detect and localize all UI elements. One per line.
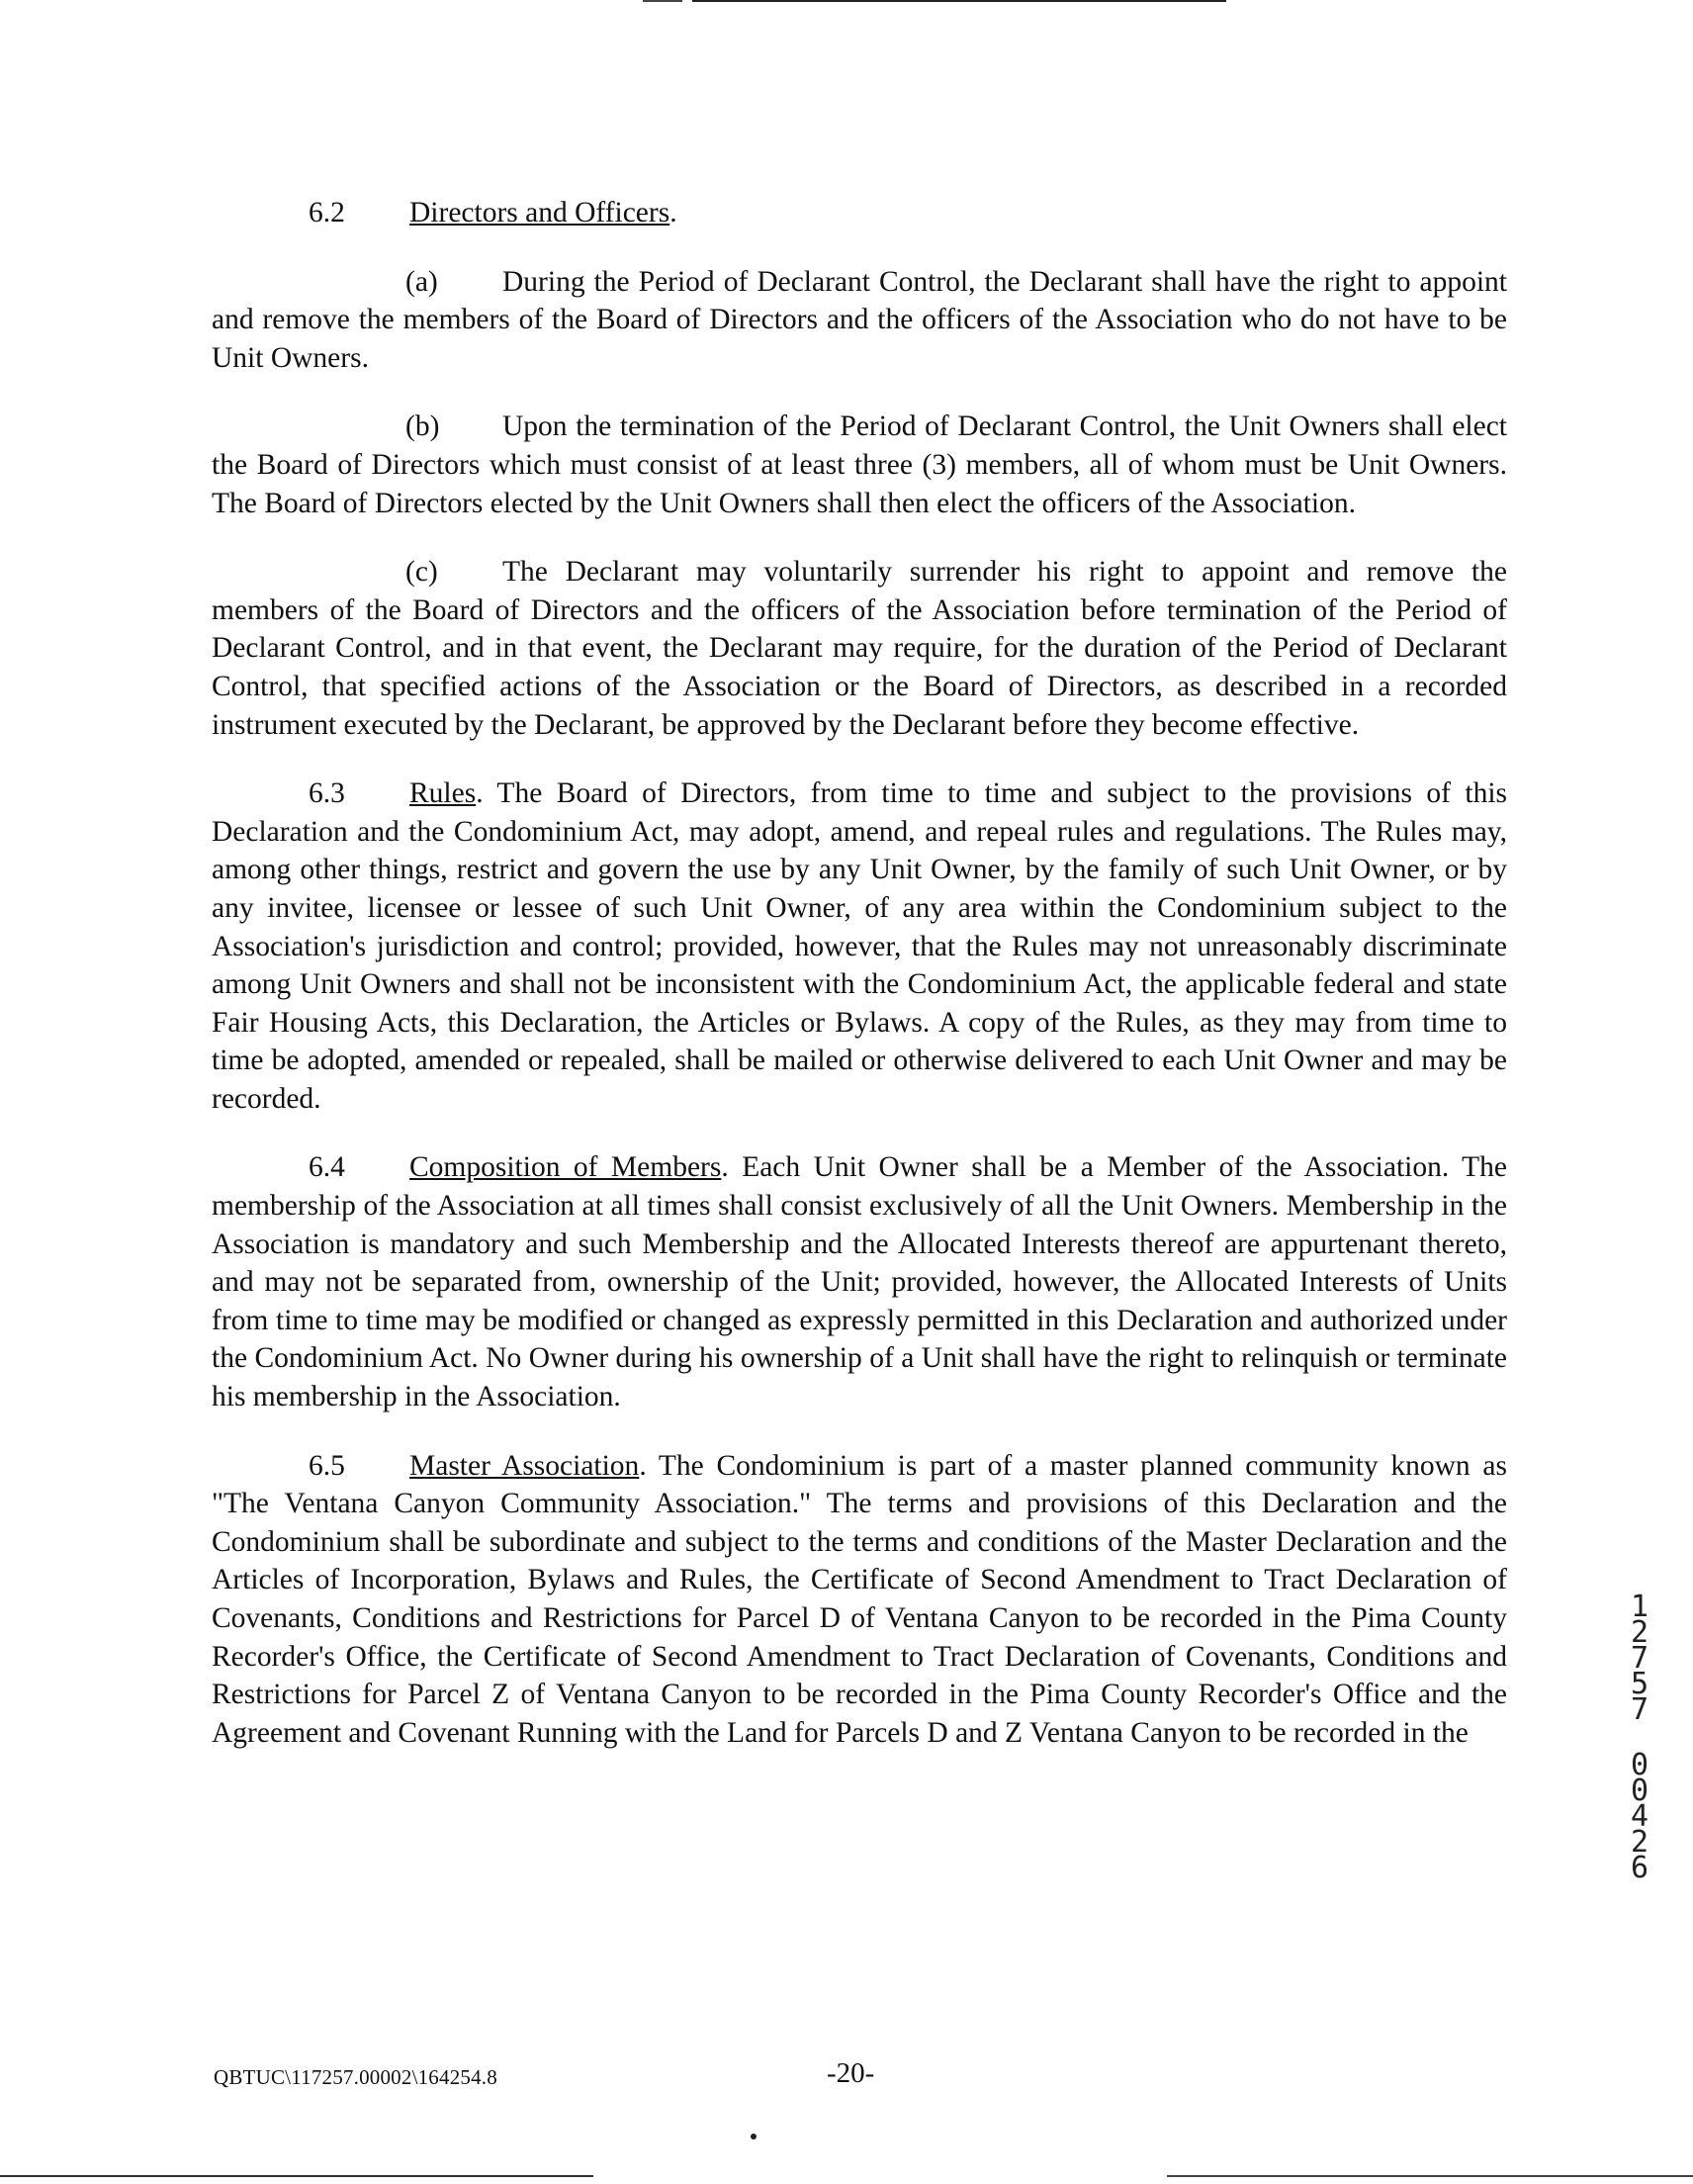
section-6-2-c [212,553,1507,744]
section-6-2-a [212,263,1507,378]
section-text: . The Board of Directors, from time to time and subject to the provisions of this Declaration and the Condominium Act, may adopt, amend, and repeal rules and regulations. The Rules may, among other things, restrict and govern the use by any Unit Owner, by the family of such Unit Owner, or by any invitee, licensee or lessee of such Unit Owner, of any area within the Condominium subject to the Association's jurisdiction and control; provided, however, that the Rules may not unreasonably discriminate among Unit Owners and shall not be inconsistent with the Condominium Act, the applicable federal and state Fair Housing Acts, this Declaration, the Articles or Bylaws. A copy of the Rules, as they may from time to time be adopted, amended or repealed, shall be mailed or otherwise delivered to each Unit Owner and may be recorded. [212,777,1507,1115]
section-number: 6.3 [309,777,345,810]
section-text: . The Condominium is part of a master planned community known as "The Ventana Canyon Community Association." The terms and provisions of this Declaration and the Condominium shall be subordinate and subject to the terms and conditions of the Master Declaration and the Articles of Incorporation, Bylaws and Rules, the Certificate of Second Amendment to Tract Declaration of Covenants, Conditions and Restrictions for Parcel D of Ventana Canyon to be recorded in the Pima County Recorder's Office, the Certificate of Second Amendment to Tract Declaration of Covenants, Conditions and Restrictions for Parcel Z of Ventana Canyon to be recorded in the Pima County Recorder's Office and the Agreement and Covenant Running with the Land for Parcels D and Z Ventana Canyon to be recorded in the [212,1449,1507,1749]
item-label: (c) [405,556,438,589]
item-text: Upon the termination of the Period of Declarant Control, the Unit Owners shall elect the Board of Directors which must consist of at least three (3) members, all of whom must be Unit Owners. The Board of Directors elected by the Unit Owners shall then elect the officers of the Association. [212,410,1507,519]
item-label: (a) [405,265,438,298]
document-body [212,194,1507,1782]
page-number: -20- [827,2057,875,2089]
item-text: The Declarant may voluntarily surrender his right to appoint and remove the members of the Board of Directors and the officers of the Association before termination of the Period of Declarant Control, and in that event, the Declarant may require, for the duration of the Period of Declarant Control, that specified actions of the Association or the Board of Directors, as described in a recorded instrument executed by the Declarant, be approved by the Declarant before they become effective. [212,556,1507,741]
bottom-scan-rule-right [1167,2175,1693,2177]
section-title-punct: . [669,197,677,228]
recorder-stamp [1626,1590,1653,1885]
section-title: Rules [409,777,477,810]
section-title: Master Association [409,1449,640,1482]
stamp-docket: 1 2 7 5 7 [1630,1590,1649,1727]
section-6-2-heading [212,194,1507,232]
bottom-scan-rule [0,2175,593,2177]
section-6-3 [212,774,1507,1118]
scan-dot [751,2134,757,2139]
section-6-4 [212,1148,1507,1415]
section-6-5 [212,1447,1507,1753]
section-title: Directors and Officers [409,197,670,228]
top-scan-rule [692,0,1226,2]
section-number: 6.5 [309,1449,345,1482]
section-6-2-b [212,408,1507,522]
section-number: 6.4 [309,1151,345,1184]
stamp-page: 0 0 4 2 6 [1630,1748,1649,1885]
section-number: 6.2 [309,197,345,228]
top-scan-mark [643,0,682,2]
item-text: During the Period of Declarant Control, the Declarant shall have the right to appoint and remove the members of the Board of Directors and the officers of the Association who do not have to be Unit Owners. [212,265,1507,374]
section-title: Composition of Members [409,1151,722,1184]
section-text: . Each Unit Owner shall be a Member of the Association. The membership of the Association at all times shall consist exclusively of all the Unit Owners. Membership in the Association is mandatory and such Membership and the Allocated Interests thereof are appurtenant thereto, and may not be separated from, ownership of the Unit; provided, however, the Allocated Interests of Units from time to time may be modified or changed as expressly permitted in this Declaration and authorized under the Condominium Act. No Owner during his ownership of a Unit shall have the right to relinquish or terminate his membership in the Association. [212,1151,1508,1413]
item-label: (b) [405,410,440,443]
footer-document-id: QBTUC\117257.00002\164254.8 [214,2065,497,2089]
